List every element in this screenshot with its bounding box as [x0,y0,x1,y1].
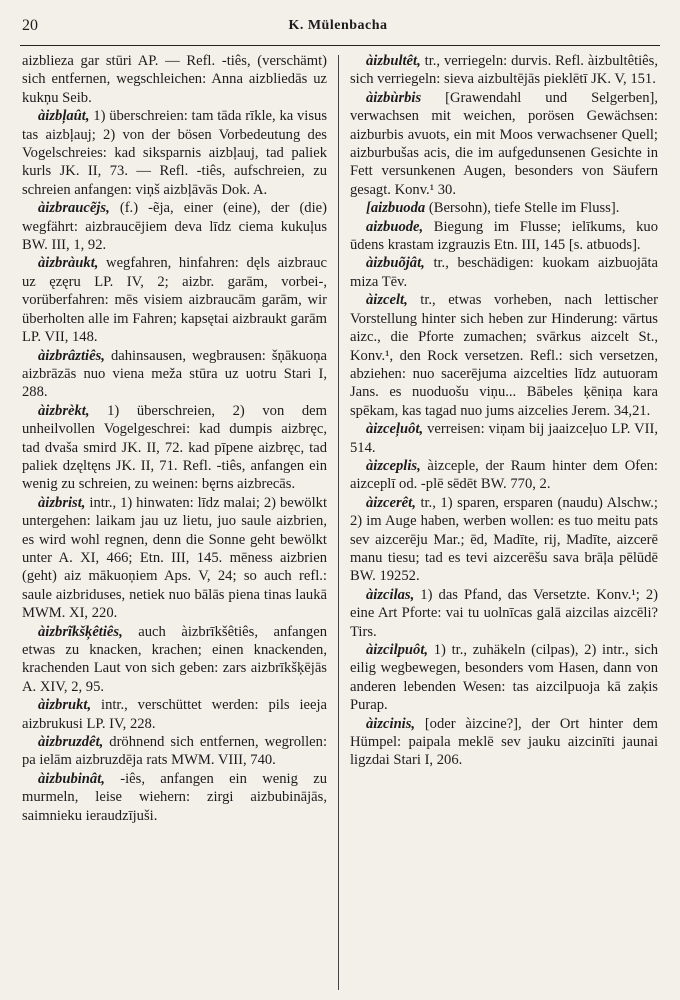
entry-text: tr., 1) sparen, ersparen (naudu) Alschw.; 2) im Auge haben, werben wollen: es tuo meitu pats sev aizcerēju Mar.; ēd, Madīte, rij, Madīte, aizcerē manu tiesu; tad es tevi aizcerēšu sava brāļa pēlūdē BW. 19252. [350,494,658,585]
dictionary-entry [22,52,327,107]
entry-text: tr., etwas vorheben, nach lettischer Vorstellung hinter sich heben zur Hinderung: vārtus aizc., die Pforte zumachen; svārkus aizcelt St., Konv.¹, den Rock versetzen. Refl.: sich versetzen, abziehen: nuo sacerējuma aizcelties līdz autuoram Jans. es nuoduošu viņu... Bābeles ķēniņa kara spēkam, kas tagad nuo jums aizcelies Jerem. 34,21. [350,292,658,419]
dictionary-entry [22,696,327,733]
entry-text: [Grawendahl und Selgerben], verwachsen mit weichen, porösen Gewächsen: aizburbis avuots, ein mit Moos verwachsener Quell; aizburbušas acis, die im aufgedunsenen Gesichte in Fett versunkenen Augen, besonders von Säufern gesagt. Konv.¹ 30. [350,89,658,198]
entry-headword: àizcilpuôt, [366,642,429,658]
entry-text: tr., verriegeln: durvis. Refl. àizbultêtiês, sich verriegeln: sieva aizbultējās pieklētī JK. V, 151. [350,53,658,88]
entry-headword: àizbuõjât, [366,255,425,272]
dictionary-entry [22,770,327,825]
entry-text: àizceple, der Raum hinter dem Ofen: aizceplī od. -plē sēdēt BW. 770, 2. [350,457,658,493]
entry-headword: àizbļaût, [38,108,90,125]
dictionary-entry [22,494,327,623]
running-head: K. Mülenbacha [288,18,388,33]
entry-headword: aizbuode, [366,218,424,235]
dictionary-entry [22,733,327,770]
entry-text: dahinsausen, wegbrausen: šņākuoņa aizbrāzās nuo viena meža stūra uz uotru Stari I, 288. [22,347,327,401]
dictionary-entry [22,402,327,494]
entry-headword: àizbruzdêt, [38,734,104,751]
entry-text: (Bersohn), tiefe Stelle im Fluss]. [425,200,620,217]
left-column [22,52,327,825]
entry-text: dröhnend sich entfernen, wegrollen: pa ielām aizbruzdēja rats MWM. VIII, 740. [22,734,327,769]
entry-headword: àizbrĩkšķêtiês, [38,623,123,640]
entry-headword: àizcinis, [366,715,416,732]
dictionary-entry [350,641,658,715]
dictionary-entry [350,420,658,457]
entry-headword: àizcelt, [366,292,408,309]
right-column [350,52,658,770]
entry-text: 1) überschreien, 2) von dem unheilvollen Vogelgeschrei: kad dumpis aizbręc, tad dvaša smird JK. II, 72. kad pīpene aizbręc, tad paliek dzęltęns JK. II, 71. Refl. -tiês, anfangen ein wenig zu schreien, zu weinen: bęrns aizbrecās. [22,402,327,493]
dictionary-entry [350,494,658,586]
entry-text: (f.) -ẽja, einer (eine), der (die) wegfährt: aizbraucējiem deva līdz ciema kukuļus BW. III, 1, 92. [22,200,327,254]
dictionary-entry [350,52,658,89]
dictionary-entry [350,218,658,255]
entry-text: 1) das Pfand, das Versetzte. Konv.¹; 2) eine Art Pforte: vai tu uolnīcas galā aizcilas aizcēli? Tirs. [350,586,658,640]
dictionary-entry [350,457,658,494]
entry-text: intr., 1) hinwaten: līdz malai; 2) bewölkt untergehen: laikam jau uz lietu, juo saule aizbrien, es wird wohl regnen, denn die Sonne geht bewölkt unter A. XI, 466; Etn. III, 145. mēness aizbrien (geht) aiz mākuoņiem Aps. V, 24; so auch refl.: saule aizbriduses, netiek nuo bālās piena tinas laukā MWM. XI, 220. [22,494,327,622]
entry-text: verreisen: viņam bij jaaizceļuo LP. VII, 514. [350,421,658,456]
entry-headword: àizceļuôt, [366,421,424,438]
dictionary-entry [350,199,658,217]
entry-text: Biegung im Flusse; ielīkums, kuo ūdens krastam izgrauzis Etn. III, 145 [s. atbuods]. [350,218,658,254]
entry-text: -iês, anfangen ein wenig zu murmeln, leise wiehern: zirgi aizbubinājās, saimnieku ieraudzījuši. [22,770,327,824]
entry-text: wegfahren, hinfahren: dęls aizbrauc uz ęzęru LP. IV, 2; aizbr. garām, vorbei-, vorüberfahren: mēs visiem aizbraucām garām, wir überholten alle im Fahren; kapsętai aizbraukt garām LP. VII, 148. [22,255,327,346]
entry-headword: àizceplis, [366,457,421,474]
dictionary-entry [350,715,658,770]
page-number: 20 [22,17,38,34]
dictionary-entry [22,254,327,346]
entry-text: 1) überschreien: tam tāda rīkle, ka visus tas aizbļauj; 2) von der bösen Vorbedeutung des Vogelschreies: kad siksparnis aizbļauj, tad paliek kurls JK. II, 73. — Refl. -tiês, aufschreien, zu schreien anfangen: viņš aizbļāvās Dok. A. [22,108,327,198]
text-columns [22,52,658,992]
entry-text: auch àizbrīkšêtiês, anfangen etwas zu knacken, krachen; einen knackenden, krachenden Laut von sich geben: zars aizbrīkšķējās A. XIV, 2, 95. [22,623,327,695]
entry-headword: àizbraucẽjs, [38,200,110,217]
entry-headword: àizbultêt, [366,53,421,69]
entry-headword: àizcerêt, [366,494,416,511]
entry-text: [oder àizcine?], der Ort hinter dem Hümpel: paipala meklē sev jauku aizcinīti jaunai ligzdai Stari I, 206. [350,715,658,769]
entry-text: 1) tr., zuhäkeln (cilpas), 2) intr., sich eilig wegbewegen, besonders vom Hasen, dann von anderen lebenden Wesen: tas aizcilpuoja kā zaķis Purap. [350,642,658,714]
dictionary-entry [350,89,658,199]
entry-headword: [aizbuoda [366,200,426,217]
dictionary-entry [22,199,327,254]
entry-text: intr., verschüttet werden: pils ieeja aizbrukusi LP. IV, 228. [22,697,327,732]
dictionary-entry [350,291,658,420]
dictionary-entry [22,623,327,697]
entry-headword: àizbùrbis [366,89,422,106]
dictionary-entry [350,586,658,641]
dictionary-entry [22,107,327,199]
entry-headword: àizbrukt, [38,697,92,714]
dictionary-entry [350,254,658,291]
entry-headword: àizbrâztiês, [38,347,105,364]
entry-text: aizblieza gar stūri AP. — Refl. -tiês, (verschämt) sich entfernen, wegschleichen: Anna aizbliedās uz kukņu Seib. [22,53,327,106]
entry-headword: àizbrèkt, [38,402,90,419]
entry-headword: àizbrist, [38,494,86,511]
entry-headword: àizcilas, [366,586,415,603]
entry-text: tr., beschädigen: kuokam aizbuojāta miza Tēv. [350,255,658,290]
page-header [22,17,654,39]
entry-headword: àizbubinât, [38,770,105,787]
header-rule [20,45,660,46]
entry-headword: àizbràukt, [38,255,99,272]
dictionary-entry [22,347,327,402]
